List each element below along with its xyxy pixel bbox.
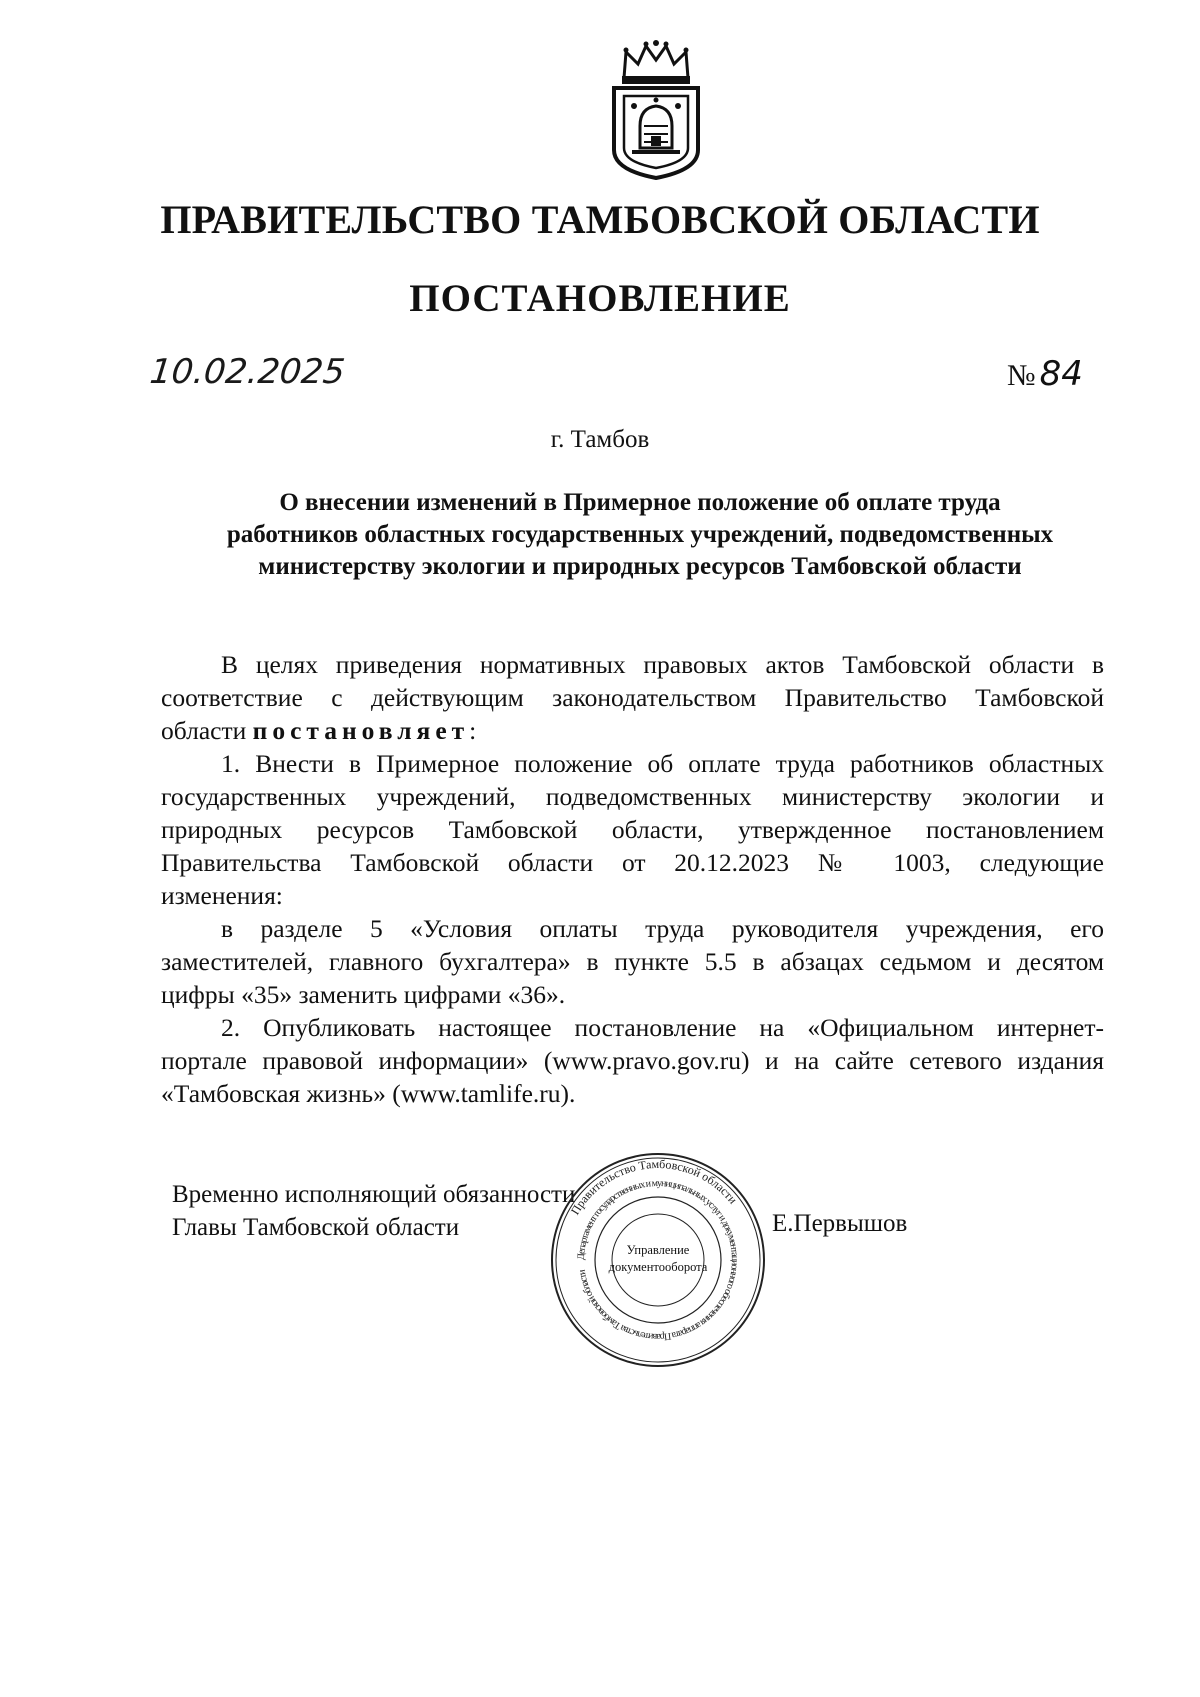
subject-line: О внесении изменений в Примерное положение об оплате труда <box>279 489 1001 516</box>
subject-line: работников областных государственных учреждений, подведомственных <box>226 521 1054 548</box>
position-line: Главы Тамбовской области <box>172 1214 460 1241</box>
body-line: изменения: <box>161 881 283 910</box>
coat-of-arms-emblem <box>604 38 708 180</box>
body-line: 2. Опубликовать настоящее постановление на «Официальном интернет- <box>221 1013 1104 1042</box>
subject-line: министерству экологии и природных ресурсов Тамбовской области <box>258 553 1022 580</box>
seal-center-line: Управление <box>626 1243 690 1257</box>
position-line: Временно исполняющий обязанности <box>172 1181 576 1208</box>
body-line: В целях приведения нормативных правовых актов Тамбовской области в <box>221 650 1104 679</box>
tambov-coat-of-arms-icon <box>604 38 708 180</box>
document-date: 10.02.2025 <box>147 352 347 392</box>
document-number <box>1007 354 1083 394</box>
government-title: ПРАВИТЕЛЬСТВО ТАМБОВСКОЙ ОБЛАСТИ <box>160 197 1040 242</box>
body-line: заместителей, главного бухгалтера» в пункте 5.5 в абзацах седьмом и десятом <box>161 947 1104 976</box>
number-prefix: № <box>1007 359 1036 392</box>
seal-center-line: документооборота <box>608 1260 708 1274</box>
body-line-resolves <box>161 714 1104 747</box>
document-body <box>161 648 1104 1110</box>
body-line: соответствие с действующим законодательством Правительство Тамбовской <box>161 683 1104 712</box>
body-line: «Тамбовская жизнь» (www.tamlife.ru). <box>161 1079 576 1108</box>
seal-middle-text: Департамент государственных и муниципальных услуг и документационного обеспечения аппарата Правительства Тамбовской области <box>575 1177 741 1343</box>
body-line: Правительства Тамбовской области от 20.12.2023 № 1003, следующие <box>161 848 1104 877</box>
seal-center-text <box>608 1242 708 1276</box>
document-subject <box>170 487 1110 583</box>
official-seal-stamp <box>548 1150 768 1370</box>
document-type-title: ПОСТАНОВЛЕНИЕ <box>409 277 791 320</box>
body-line: цифры «35» заменить цифрами «36». <box>161 980 566 1009</box>
body-text: : <box>469 716 477 745</box>
body-line: портале правовой информации» (www.pravo.gov.ru) и на сайте сетевого издания <box>161 1046 1104 1075</box>
signatory-name: Е.Первышов <box>772 1210 908 1237</box>
seal-outer-text: Правительство Тамбовской области <box>567 1156 741 1218</box>
body-line: 1. Внести в Примерное положение об оплате труда работников областных <box>221 749 1104 778</box>
resolves-word: постановляет <box>252 716 470 745</box>
signatory-position <box>172 1178 575 1244</box>
number-value: 84 <box>1039 354 1083 394</box>
body-line: в разделе 5 «Условия оплаты труда руководителя учреждения, его <box>221 914 1104 943</box>
city-line: г. Тамбов <box>550 426 650 453</box>
body-text: области <box>161 716 247 745</box>
body-line: природных ресурсов Тамбовской области, утвержденное постановлением <box>161 815 1104 844</box>
body-line: государственных учреждений, подведомственных министерству экологии и <box>161 782 1104 811</box>
